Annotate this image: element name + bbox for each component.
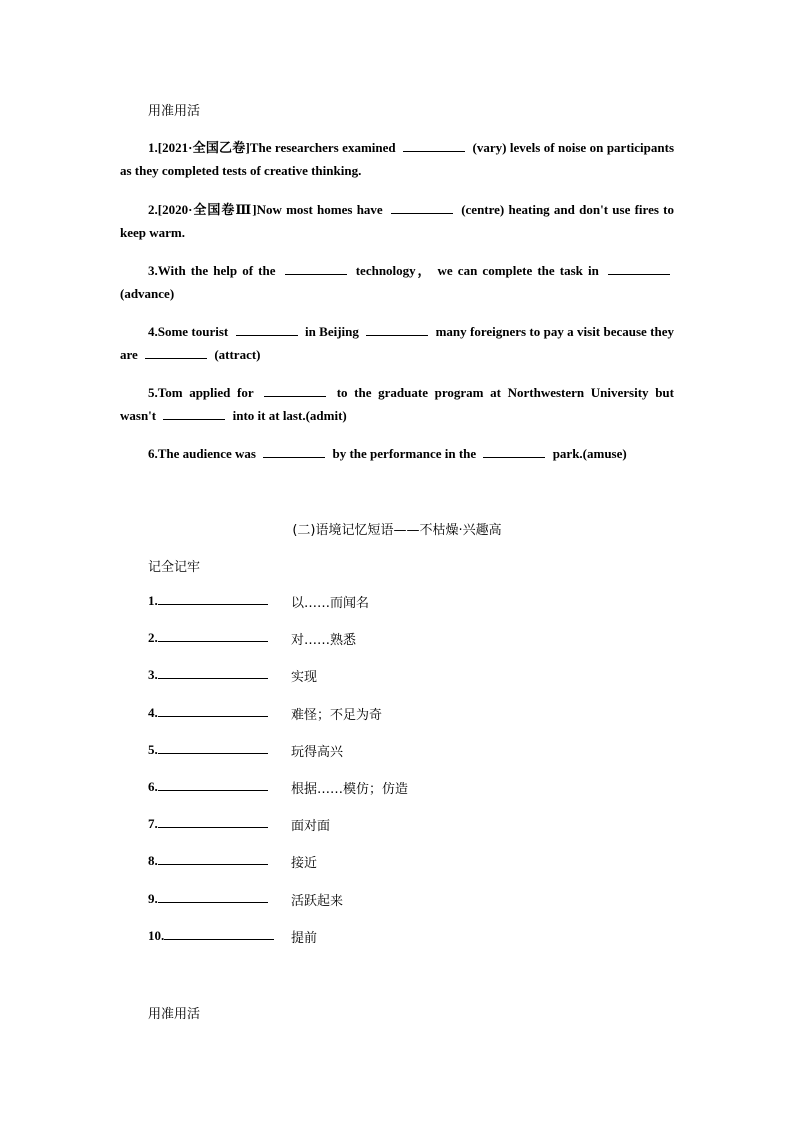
exercise-number: 6. [148,446,158,461]
phrase-number: 1. [148,593,158,608]
phrase-number: 9. [148,890,158,906]
phrase-number: 8. [148,853,158,869]
phrase-number: 6. [148,779,158,794]
answer-blank[interactable] [608,262,670,275]
phrase-answer-blank[interactable] [164,927,274,940]
phrase-number: 3. [148,667,158,683]
phrase-meaning: 面对面 [291,819,331,835]
phrase-item [148,741,344,761]
exercise-number: 2. [148,202,158,217]
phrase-answer-blank[interactable] [158,592,268,605]
answer-blank[interactable] [264,384,326,397]
exercise-text: (centre) heating and don't use fires to keep warm. [120,202,674,240]
phrase-number: 2. [148,630,158,646]
exercise-text: (attract) [211,347,261,362]
answer-blank[interactable] [163,407,225,420]
exercise-text: park.(amuse) [549,446,627,461]
exercise-text: [2020·全国卷Ⅲ]Now most homes have [157,202,387,217]
phrase-answer-blank[interactable] [158,666,268,679]
phrase-answer-blank[interactable] [158,778,268,791]
answer-blank[interactable] [145,346,207,359]
exercise-item [120,136,674,182]
phrase-item [148,629,357,649]
phrase-number: 10. [148,927,165,943]
exercise-number: 5. [148,385,158,400]
phrase-answer-blank[interactable] [158,815,268,828]
phrase-meaning: 对……熟悉 [291,633,357,649]
phrase-item [148,666,318,686]
phrase-item [148,890,344,910]
phrase-meaning: 活跃起来 [291,893,344,909]
phrase-answer-blank[interactable] [158,890,268,903]
phrase-answer-blank[interactable] [158,852,268,865]
exercise-number: 1. [148,140,158,155]
phrase-item [148,778,409,798]
answer-blank[interactable] [403,139,465,152]
phrase-item [148,592,370,612]
section-heading-memorize: 记全记牢 [148,560,201,575]
exercise-text: (vary) levels of noise on participants as they completed tests of creative thinking. [120,140,675,178]
exercise-text: many foreigners to pay a visit because they are [120,324,674,362]
answer-blank[interactable] [263,445,325,458]
answer-blank[interactable] [391,201,453,214]
exercise-text: With the help of the [157,263,281,278]
section-heading-use: 用准用活 [148,104,201,119]
phrase-meaning: 根据……模仿；仿造 [291,782,409,797]
exercise-number: 3. [148,263,158,278]
phrase-item [148,927,318,947]
answer-blank[interactable] [285,262,347,275]
exercise-number: 4. [148,324,158,339]
exercise-text: to the graduate program at Northwestern University but wasn't [120,385,674,423]
phrase-meaning: 提前 [291,930,318,946]
phrase-answer-blank[interactable] [158,741,268,754]
answer-blank[interactable] [483,445,545,458]
exercise-item [120,442,674,465]
exercise-item [120,198,674,244]
phrase-meaning: 以……而闻名 [291,596,370,611]
phrase-item [148,704,383,724]
exercise-text: Some tourist [157,324,232,339]
phrase-item [148,815,331,835]
phrase-meaning: 难怪；不足为奇 [291,707,383,723]
section-heading-use-2: 用准用活 [148,1007,201,1022]
exercise-text: The audience was [157,446,260,461]
exercise-text: Tom applied for [157,385,261,400]
exercise-text: into it at last.(admit) [229,408,347,423]
exercise-item [120,259,674,305]
phrase-meaning: 接近 [291,856,318,872]
answer-blank[interactable] [366,323,428,336]
exercise-text: in Beijing [301,324,363,339]
exercise-item [120,381,674,427]
phrase-item [148,852,318,872]
phrase-answer-blank[interactable] [158,704,268,717]
answer-blank[interactable] [236,323,298,336]
exercise-text: [2021·全国乙卷]The researchers examined [157,140,400,155]
section-title: (二)语境记忆短语——不枯燥·兴趣高 [292,523,502,538]
phrase-meaning: 玩得高兴 [291,744,344,760]
exercise-item [120,320,674,366]
phrase-number: 4. [148,704,158,720]
exercise-text: by the performance in the [329,446,480,461]
phrase-answer-blank[interactable] [158,629,268,642]
phrase-number: 7. [148,816,158,832]
phrase-meaning: 实现 [291,670,318,686]
exercise-text: (advance) [120,286,175,301]
exercise-text: technology， we can complete the task in [350,263,604,278]
phrase-number: 5. [148,741,158,757]
